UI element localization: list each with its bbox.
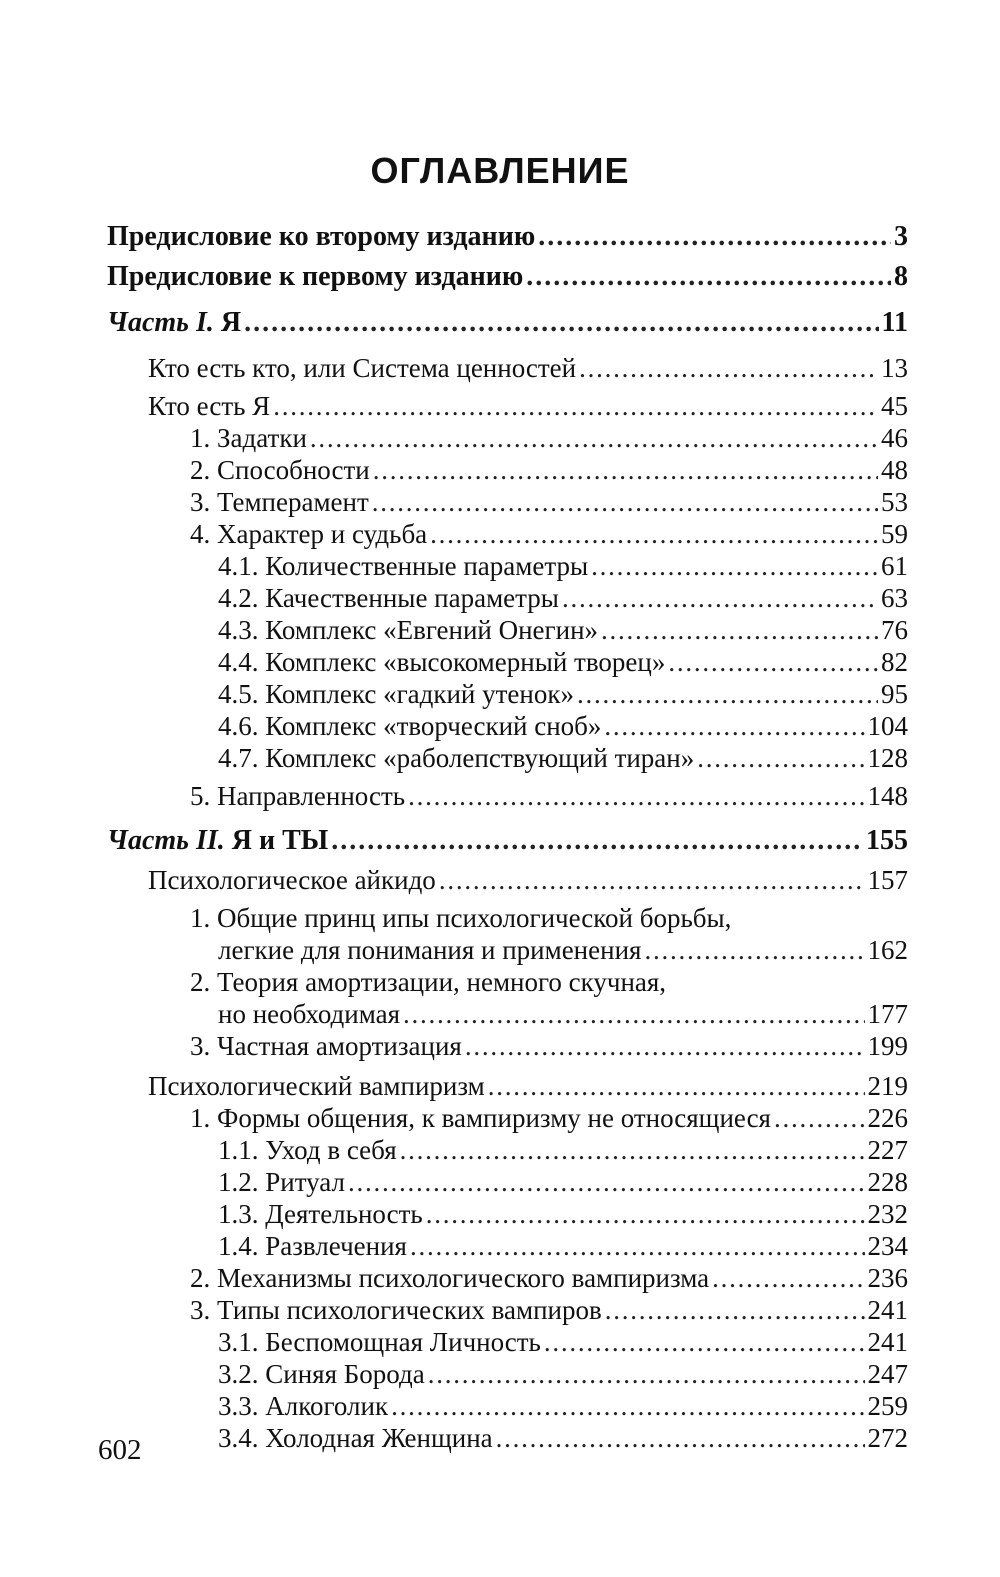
toc-entry-page: 232 xyxy=(867,1199,908,1229)
toc-entry xyxy=(0,966,1000,1030)
toc-entry-title: 4.3. Комплекс «Евгений Онегин» xyxy=(218,615,599,645)
leader-dots xyxy=(439,864,865,896)
leader-dots xyxy=(348,1166,865,1198)
toc-entry xyxy=(0,550,1000,582)
toc-entry-title: Кто есть кто, или Система ценностей xyxy=(148,353,577,383)
part-label: Часть I. xyxy=(107,307,214,338)
toc-entry-page: 228 xyxy=(867,1167,908,1197)
toc-entry xyxy=(0,1230,1000,1262)
toc-entry xyxy=(0,1198,1000,1230)
toc-entry-title: 4. Характер и судьба xyxy=(190,519,428,549)
leader-dots xyxy=(668,646,878,678)
toc-entry xyxy=(0,1326,1000,1358)
toc-entry-page: 48 xyxy=(881,455,908,485)
page-number: 602 xyxy=(98,1434,142,1466)
leader-dots xyxy=(465,1030,865,1062)
toc-entry-page: 177 xyxy=(867,999,908,1029)
toc-entry xyxy=(0,780,1000,812)
toc-entry-page: 95 xyxy=(881,679,908,709)
toc-entry-page: 11 xyxy=(881,307,908,338)
toc-entry-page: 59 xyxy=(881,519,908,549)
toc-entry xyxy=(0,1358,1000,1390)
toc-entry-page: 104 xyxy=(867,711,908,741)
toc-entry xyxy=(0,1102,1000,1134)
leader-dots xyxy=(310,422,878,454)
toc-entry-page: 13 xyxy=(881,353,908,383)
toc-entry xyxy=(0,710,1000,742)
toc-entry-page: 241 xyxy=(867,1295,908,1325)
toc-entry-page: 155 xyxy=(866,825,908,856)
toc-entry xyxy=(0,1262,1000,1294)
toc-entry-title: 3. Типы психологических вампиров xyxy=(190,1295,602,1325)
toc-entry-page: 53 xyxy=(881,487,908,517)
toc-entry-title-continued: легкие для понимания и применения xyxy=(218,935,642,965)
toc-entry xyxy=(0,486,1000,518)
toc-entry-title: 1. Задатки xyxy=(190,423,307,453)
toc-entry-page: 148 xyxy=(867,781,908,811)
toc-entry xyxy=(0,582,1000,614)
leader-dots xyxy=(428,1358,865,1390)
toc-entry-title: 4.2. Качественные параметры xyxy=(218,583,559,613)
toc-entry-title: Кто есть Я xyxy=(148,391,271,421)
leader-dots xyxy=(410,1230,865,1262)
leader-dots xyxy=(372,486,878,518)
toc-entry xyxy=(0,454,1000,486)
leader-dots xyxy=(579,352,878,384)
toc-entry xyxy=(0,1166,1000,1198)
toc-entry-page: 272 xyxy=(867,1423,908,1453)
leader-dots xyxy=(244,300,878,346)
leader-dots xyxy=(644,934,864,966)
toc-entry-title: Психологический вампиризм xyxy=(148,1071,485,1101)
toc-entry-page: 45 xyxy=(881,391,908,421)
toc-entry-title: Предисловие к первому изданию xyxy=(107,261,524,292)
leader-dots xyxy=(712,1262,864,1294)
toc-entry-page: 76 xyxy=(881,615,908,645)
toc-entry-title: Я xyxy=(220,307,242,338)
toc-entry xyxy=(0,614,1000,646)
toc-entry-title: 4.1. Количественные параметры xyxy=(218,551,589,581)
toc-entry xyxy=(0,1030,1000,1062)
toc-entry-title: Я и ТЫ xyxy=(231,825,329,856)
toc-entry-title: Психологическое айкидо xyxy=(148,865,436,895)
toc-entry-part-2 xyxy=(0,818,1000,864)
toc-entry-page: 128 xyxy=(867,743,908,773)
toc-entry-title: 3.3. Алкоголик xyxy=(218,1391,389,1421)
leader-dots xyxy=(577,678,878,710)
leader-dots xyxy=(591,550,878,582)
leader-dots xyxy=(430,518,878,550)
leader-dots xyxy=(488,1070,865,1102)
leader-dots xyxy=(697,742,864,774)
leader-dots xyxy=(774,1102,865,1134)
toc-entry-title: 4.4. Комплекс «высокомерный творец» xyxy=(218,647,666,677)
toc-entry xyxy=(0,646,1000,678)
toc-entry-title: 2. Механизмы психологического вампиризма xyxy=(190,1263,710,1293)
toc-entry xyxy=(0,1422,1000,1454)
toc-entry xyxy=(0,422,1000,454)
leader-dots xyxy=(426,1198,865,1230)
toc-entry-page: 236 xyxy=(867,1263,908,1293)
toc-entry xyxy=(0,518,1000,550)
leader-dots xyxy=(403,998,864,1030)
toc-entry-page: 227 xyxy=(867,1135,908,1165)
toc-entry-page: 8 xyxy=(894,261,908,292)
toc-entry-page: 63 xyxy=(881,583,908,613)
toc-entry-title: 1.2. Ритуал xyxy=(218,1167,345,1197)
leader-dots xyxy=(273,390,878,422)
page-title: ОГЛАВЛЕНИЕ xyxy=(370,150,630,191)
toc-entry xyxy=(0,1070,1000,1102)
leader-dots xyxy=(331,818,863,864)
toc-entry-title: 3.1. Беспомощная Личность xyxy=(218,1327,541,1357)
toc-entry-title: 1. Формы общения, к вампиризму не относящиеся xyxy=(190,1103,771,1133)
toc-entry-page: 259 xyxy=(867,1391,908,1421)
toc-entry-title: Предисловие ко второму изданию xyxy=(107,221,536,252)
toc-entry-title: 3.2. Синяя Борода xyxy=(218,1359,425,1389)
toc-entry xyxy=(0,1134,1000,1166)
leader-dots xyxy=(604,710,864,742)
toc-entry-page: 3 xyxy=(894,221,908,252)
leader-dots xyxy=(544,1326,865,1358)
toc-entry-page: 234 xyxy=(867,1231,908,1261)
toc-entry xyxy=(0,864,1000,896)
toc-entry-page: 241 xyxy=(867,1327,908,1357)
toc-entry-part-1 xyxy=(0,300,1000,346)
toc-entry-page: 219 xyxy=(867,1071,908,1101)
toc-entry-title: 1.1. Уход в себя xyxy=(218,1135,397,1165)
toc-entry-title: 1. Общие принц ипы психологической борьбы, xyxy=(190,903,732,933)
table-of-contents xyxy=(0,214,1000,1454)
toc-entry-preface-1 xyxy=(0,254,1000,300)
part-label: Часть II. xyxy=(107,825,225,856)
leader-dots xyxy=(562,582,878,614)
toc-entry-page: 162 xyxy=(867,935,908,965)
toc-entry-page: 82 xyxy=(881,647,908,677)
toc-entry-page: 61 xyxy=(881,551,908,581)
toc-entry-title: 3. Темперамент xyxy=(190,487,369,517)
toc-entry xyxy=(0,1390,1000,1422)
toc-entry-preface-2 xyxy=(0,214,1000,254)
toc-entry-title-continued: но необходимая xyxy=(218,999,401,1029)
leader-dots xyxy=(400,1134,865,1166)
leader-dots xyxy=(526,254,891,300)
leader-dots xyxy=(605,1294,865,1326)
leader-dots xyxy=(601,614,878,646)
toc-entry xyxy=(0,352,1000,384)
toc-entry-page: 199 xyxy=(867,1031,908,1061)
leader-dots xyxy=(373,454,878,486)
toc-entry-page: 157 xyxy=(867,865,908,895)
toc-entry-title: 4.5. Комплекс «гадкий утенок» xyxy=(218,679,574,709)
toc-entry xyxy=(0,1294,1000,1326)
leader-dots xyxy=(408,780,864,812)
leader-dots xyxy=(496,1422,865,1454)
toc-entry-page: 247 xyxy=(867,1359,908,1389)
toc-entry-title: 4.6. Комплекс «творческий сноб» xyxy=(218,711,602,741)
toc-entry xyxy=(0,742,1000,774)
toc-entry-title: 2. Теория амортизации, немного скучная, xyxy=(190,967,667,997)
toc-entry-title: 5. Направленность xyxy=(190,781,406,811)
toc-entry-title: 3.4. Холодная Женщина xyxy=(218,1423,493,1453)
leader-dots xyxy=(391,1390,864,1422)
toc-entry xyxy=(0,390,1000,422)
toc-entry xyxy=(0,902,1000,966)
toc-entry-title: 3. Частная амортизация xyxy=(190,1031,462,1061)
toc-entry-title: 1.3. Деятельность xyxy=(218,1199,423,1229)
toc-entry-title: 1.4. Развлечения xyxy=(218,1231,407,1261)
toc-entry-title: 4.7. Комплекс «раболепствующий тиран» xyxy=(218,743,695,773)
toc-entry-page: 46 xyxy=(881,423,908,453)
toc-entry-title: 2. Способности xyxy=(190,455,370,485)
toc-entry xyxy=(0,678,1000,710)
toc-entry-page: 226 xyxy=(867,1103,908,1133)
